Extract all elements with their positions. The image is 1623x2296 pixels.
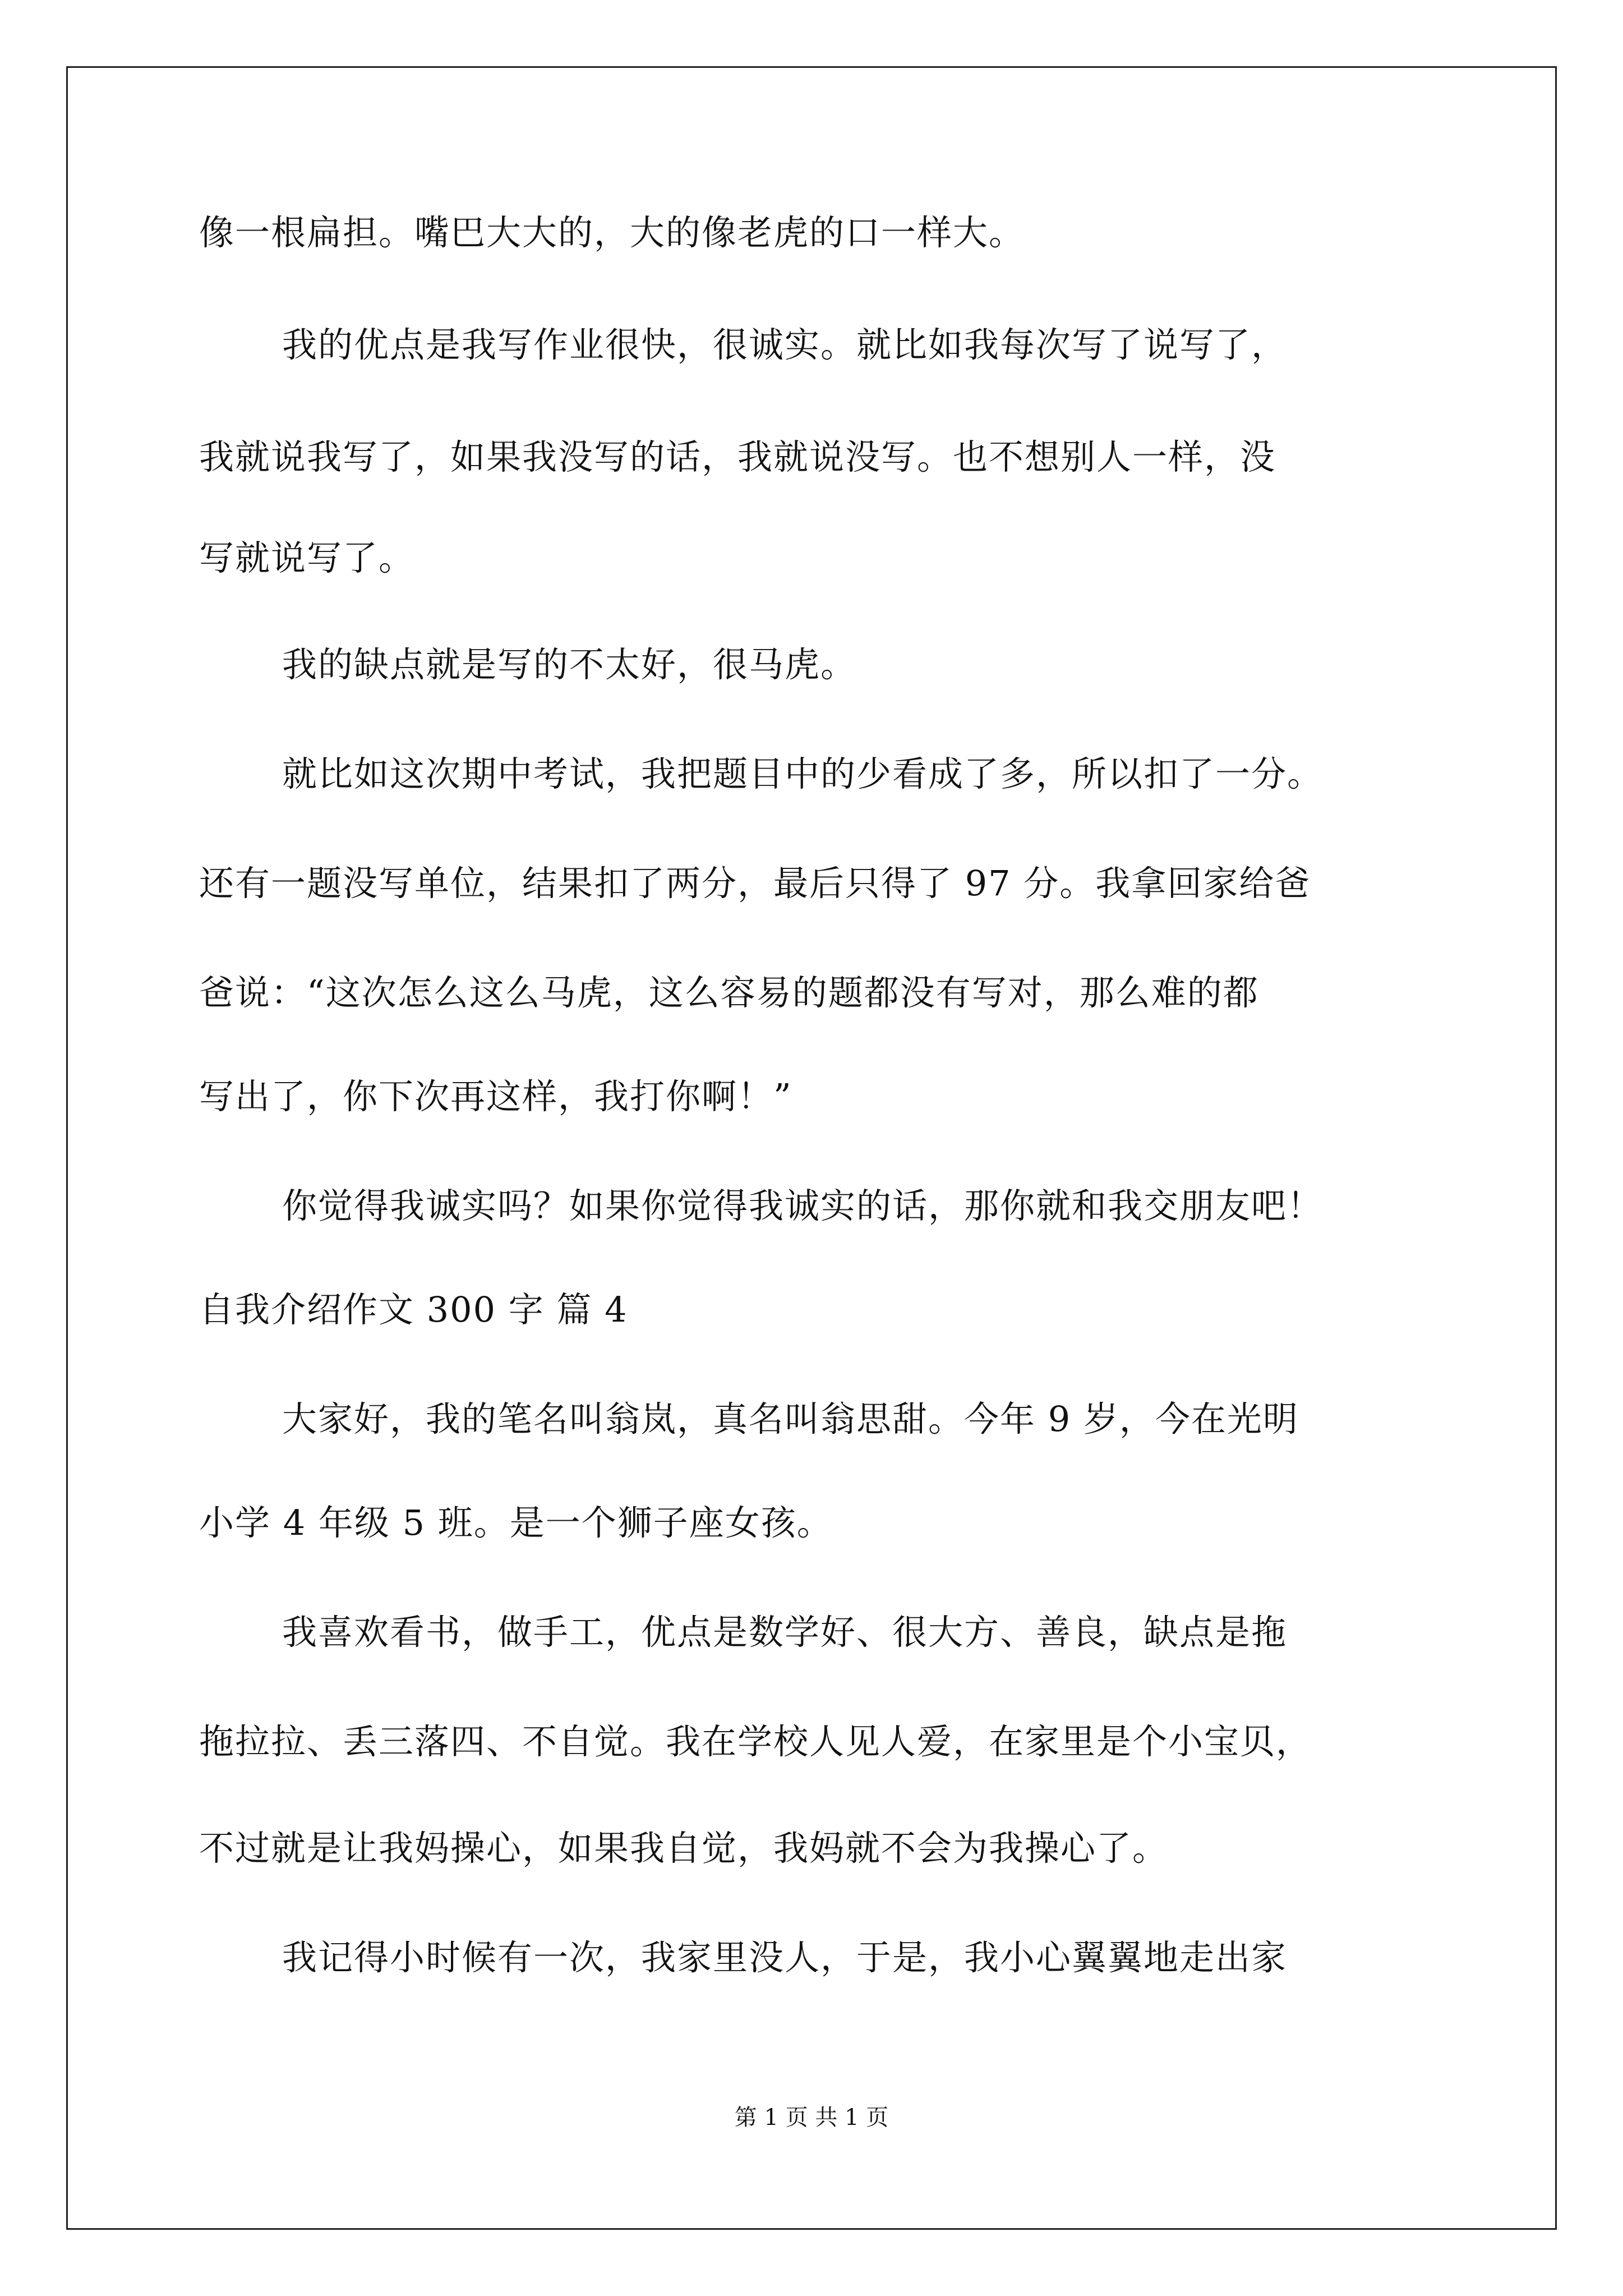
text-line: 像一根扁担。嘴巴大大的，大的像老虎的口一样大。 <box>199 212 1025 253</box>
paragraph-start-line: 你觉得我诚实吗？如果你觉得我诚实的话，那你就和我交朋友吧！ <box>282 1185 1324 1226</box>
text-line: 还有一题没写单位，结果扣了两分，最后只得了 97 分。我拿回家给爸 <box>199 863 1311 904</box>
section-heading: 自我介绍作文 300 字 篇 4 <box>199 1289 628 1330</box>
paragraph-start-line: 大家好，我的笔名叫翁岚，真名叫翁思甜。今年 9 岁，今在光明 <box>282 1398 1299 1439</box>
text-line: 拖拉拉、丢三落四、不自觉。我在学校人见人爱，在家里是个小宝贝， <box>199 1721 1312 1762</box>
text-line: 写出了，你下次再这样，我打你啊！” <box>199 1076 792 1117</box>
paragraph-start-line: 我的缺点就是写的不太好，很马虎。 <box>282 644 857 685</box>
text-line: 不过就是让我妈操心，如果我自觉，我妈就不会为我操心了。 <box>199 1828 1169 1869</box>
text-line: 写就说写了。 <box>199 537 415 578</box>
paragraph-start-line: 就比如这次期中考试，我把题目中的少看成了多，所以扣了一分。 <box>282 753 1324 794</box>
page-number-footer: 第 1 页 共 1 页 <box>734 2105 889 2131</box>
text-line: 小学 4 年级 5 班。是一个狮子座女孩。 <box>199 1502 833 1543</box>
paragraph-start-line: 我记得小时候有一次，我家里没人，于是，我小心翼翼地走出家 <box>282 1937 1288 1978</box>
paragraph-start-line: 我喜欢看书，做手工，优点是数学好、很大方、善良，缺点是拖 <box>282 1612 1288 1653</box>
text-line: 我就说我写了，如果我没写的话，我就说没写。也不想别人一样，没 <box>199 436 1276 477</box>
page-border <box>66 66 1557 2230</box>
text-line: 爸说：“这次怎么这么马虎，这么容易的题都没有写对，那么难的都 <box>199 972 1259 1013</box>
paragraph-start-line: 我的优点是我写作业很快，很诚实。就比如我每次写了说写了， <box>282 324 1288 365</box>
